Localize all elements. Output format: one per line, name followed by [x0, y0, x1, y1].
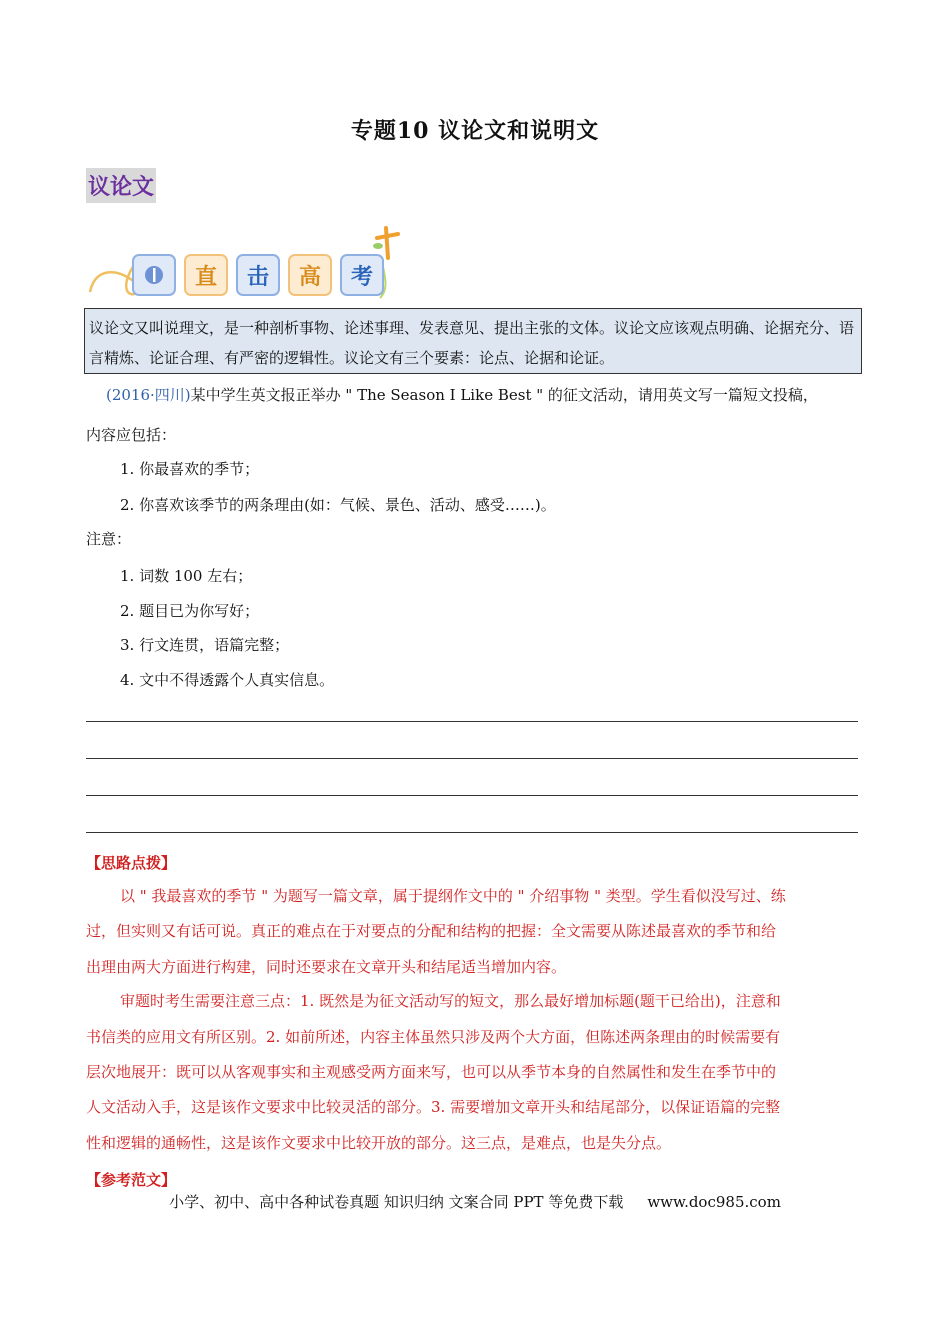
task-line-1	[86, 378, 864, 413]
analysis-line: 性和逻辑的通畅性，这是该作文要求中比较开放的部分。这三点，是难点，也是失分点。	[86, 1134, 672, 1152]
note-item-2: 2. 题目已为你写好；	[120, 602, 260, 620]
note-item-3: 3. 行文连贯，语篇完整；	[120, 636, 290, 654]
analysis-line: 人文活动入手，这是该作文要求中比较灵活的部分。3. 需要增加文章开头和结尾部分，以保证语篇的完整	[86, 1098, 781, 1116]
answer-line[interactable]	[86, 758, 858, 759]
banner-icon-tile	[132, 254, 176, 296]
analysis-line: 层次地展开：既可以从客观事实和主观感受两方面来写，也可以从季节本身的自然属性和发生在季节中的	[86, 1063, 777, 1081]
answer-line[interactable]	[86, 795, 858, 796]
task-text-1: 某中学生英文报正举办 " The Season I Like Best " 的征文活动，请用英文写一篇短文投稿，	[190, 386, 818, 404]
sample-heading: 【参考范文】	[86, 1171, 177, 1189]
answer-line[interactable]	[86, 721, 858, 722]
banner-tile-3: 高	[288, 254, 332, 296]
analysis-line: 过，但实则又有话可说。真正的难点在于对要点的分配和结构的把握：全文需要从陈述最喜欢的季节和给	[86, 922, 777, 940]
note-item-4: 4. 文中不得透露个人真实信息。	[120, 671, 335, 689]
banner-tile-4: 考	[340, 254, 384, 296]
note-item-1: 1. 词数 100 左右；	[120, 567, 253, 585]
task-item-1: 1. 你最喜欢的季节；	[120, 460, 260, 478]
analysis-line: 出理由两大方面进行构建，同时还要求在文章开头和结尾适当增加内容。	[86, 958, 567, 976]
analysis-line: 以 " 我最喜欢的季节 " 为题写一篇文章，属于提纲作文中的 " 介绍事物 " 类型。学生看似没写过、练	[120, 887, 786, 905]
footer-url[interactable]: www.doc985.com	[647, 1193, 781, 1211]
analysis-line: 书信类的应用文有所区别。2. 如前所述，内容主体虽然只涉及两个大方面，但陈述两条理由的时候需要有	[86, 1028, 781, 1046]
banner-tile-1: 直	[184, 254, 228, 296]
section-label: 议论文	[86, 168, 156, 203]
task-item-2: 2. 你喜欢该季节的两条理由(如：气候、景色、活动、感受……)。	[120, 496, 556, 514]
circle-icon	[143, 264, 165, 286]
answer-line[interactable]	[86, 832, 858, 833]
task-line-2: 内容应包括：	[86, 426, 177, 444]
intro-box: 议论文又叫说理文，是一种剖析事物、论述事理、发表意见、提出主张的文体。议论文应该观点明确、论据充分、语言精炼、论证合理、有严密的逻辑性。议论文有三个要素：论点、论据和论证。	[84, 308, 862, 374]
analysis-heading: 【思路点拨】	[86, 854, 177, 872]
page-footer	[0, 1191, 950, 1212]
page-title: 专题10 议论文和说明文	[350, 118, 600, 144]
note-label: 注意：	[86, 530, 132, 548]
banner-tiles	[132, 254, 384, 296]
task-source: (2016·四川)	[106, 386, 191, 404]
footer-text: 小学、初中、高中各种试卷真题 知识归纳 文案合同 PPT 等免费下载	[169, 1193, 624, 1211]
analysis-line: 审题时考生需要注意三点：1. 既然是为征文活动写的短文，那么最好增加标题(题干已给出)，注意和	[120, 992, 781, 1010]
banner-tile-2: 击	[236, 254, 280, 296]
